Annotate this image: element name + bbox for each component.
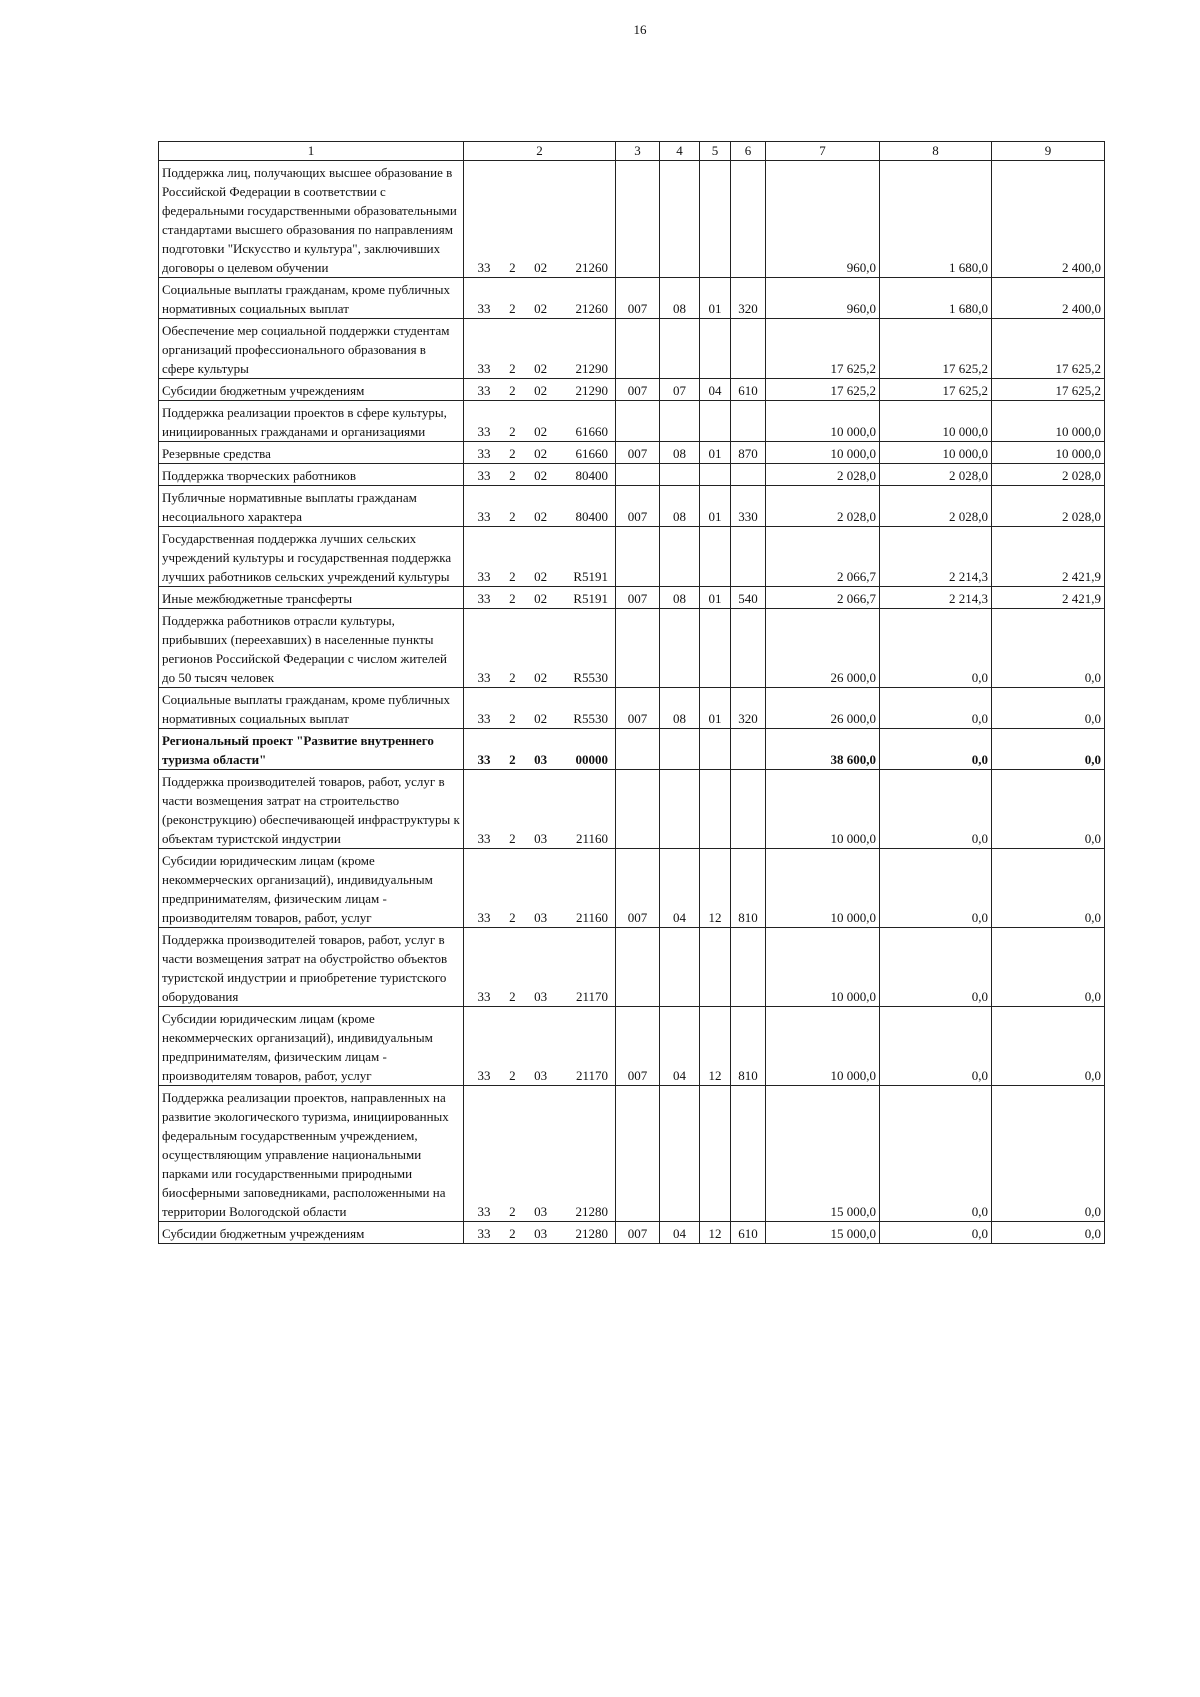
code-part-c4: 21170	[575, 1068, 608, 1083]
row-col-4	[660, 928, 700, 1007]
row-amount-9: 17 625,2	[992, 319, 1105, 379]
row-col-3: 007	[616, 442, 660, 464]
code-part-c2: 2	[509, 752, 516, 767]
code-part-c1: 33	[477, 1226, 491, 1241]
code-part-c3: 02	[534, 424, 548, 439]
row-target-code	[464, 1222, 616, 1244]
code-part-c4: 21260	[575, 301, 608, 316]
row-col-4	[660, 401, 700, 442]
code-part-c2: 2	[509, 831, 516, 846]
row-col-4	[660, 770, 700, 849]
row-col-3: 007	[616, 688, 660, 729]
row-col-4: 07	[660, 379, 700, 401]
row-col-4	[660, 527, 700, 587]
row-amount-9: 0,0	[992, 609, 1105, 688]
row-target-code	[464, 486, 616, 527]
row-col-4: 08	[660, 486, 700, 527]
row-col-6: 330	[731, 486, 766, 527]
row-amount-9: 2 028,0	[992, 464, 1105, 486]
table-row	[159, 442, 1105, 464]
row-name: Социальные выплаты гражданам, кроме публичных нормативных социальных выплат	[159, 688, 464, 729]
code-part-c3: 02	[534, 569, 548, 584]
table-row	[159, 1007, 1105, 1086]
row-col-3	[616, 319, 660, 379]
row-amount-8: 0,0	[880, 1007, 992, 1086]
row-amount-8: 1 680,0	[880, 278, 992, 319]
row-amount-9: 17 625,2	[992, 379, 1105, 401]
row-name: Субсидии бюджетным учреждениям	[159, 1222, 464, 1244]
row-name: Поддержка реализации проектов, направленных на развитие экологического туризма, инициированных федеральным государственным учреждением, осуществляющим управление национальными парками или государственными природными биосферными заповедниками, расположенными на территории Вологодской области	[159, 1086, 464, 1222]
row-col-4: 08	[660, 688, 700, 729]
table-row	[159, 319, 1105, 379]
code-part-c3: 03	[534, 910, 548, 925]
row-amount-7: 960,0	[766, 278, 880, 319]
header-cell-3: 3	[616, 142, 660, 161]
row-name: Поддержка лиц, получающих высшее образование в Российской Федерации в соответствии с федеральными государственными образовательными стандартами высшего образования по направлениям подготовки "Искусство и культура", заключивших договоры о целевом обучении	[159, 161, 464, 278]
code-part-c3: 02	[534, 361, 548, 376]
row-col-5	[700, 464, 731, 486]
code-part-c2: 2	[509, 1226, 516, 1241]
table-row	[159, 161, 1105, 278]
row-col-5	[700, 401, 731, 442]
row-col-6	[731, 609, 766, 688]
code-part-c4: 21280	[575, 1226, 608, 1241]
row-target-code	[464, 442, 616, 464]
row-target-code	[464, 770, 616, 849]
row-name: Государственная поддержка лучших сельских учреждений культуры и государственная поддержка лучших работников сельских учреждений культуры	[159, 527, 464, 587]
row-amount-9: 10 000,0	[992, 401, 1105, 442]
code-part-c2: 2	[509, 509, 516, 524]
code-part-c4: 21160	[575, 910, 608, 925]
code-part-c1: 33	[477, 361, 491, 376]
row-col-6	[731, 161, 766, 278]
row-col-6	[731, 770, 766, 849]
code-part-c3: 03	[534, 1068, 548, 1083]
code-part-c3: 02	[534, 670, 548, 685]
row-target-code	[464, 401, 616, 442]
row-name: Поддержка работников отрасли культуры, прибывших (переехавших) в населенные пункты регионов Российской Федерации с числом жителей до 50 тысяч человек	[159, 609, 464, 688]
row-col-5: 01	[700, 688, 731, 729]
code-part-c1: 33	[477, 301, 491, 316]
row-amount-7: 26 000,0	[766, 688, 880, 729]
code-part-c1: 33	[477, 910, 491, 925]
row-amount-7: 10 000,0	[766, 928, 880, 1007]
target-code-parts	[467, 1224, 612, 1243]
code-part-c4: 21260	[575, 260, 608, 275]
code-part-c4: 21160	[575, 831, 608, 846]
row-amount-9: 0,0	[992, 729, 1105, 770]
row-amount-7: 10 000,0	[766, 770, 880, 849]
row-amount-8: 2 214,3	[880, 587, 992, 609]
row-target-code	[464, 161, 616, 278]
row-col-3: 007	[616, 587, 660, 609]
code-part-c2: 2	[509, 569, 516, 584]
row-amount-7: 2 066,7	[766, 587, 880, 609]
table-row	[159, 928, 1105, 1007]
row-name: Социальные выплаты гражданам, кроме публичных нормативных социальных выплат	[159, 278, 464, 319]
code-part-c2: 2	[509, 446, 516, 461]
row-amount-7: 15 000,0	[766, 1222, 880, 1244]
row-col-6: 610	[731, 1222, 766, 1244]
row-col-3	[616, 729, 660, 770]
row-amount-8: 0,0	[880, 928, 992, 1007]
table-row	[159, 688, 1105, 729]
code-part-c3: 02	[534, 711, 548, 726]
header-cell-5: 5	[700, 142, 731, 161]
row-target-code	[464, 609, 616, 688]
row-col-4	[660, 729, 700, 770]
code-part-c4: 21290	[575, 383, 608, 398]
code-part-c4: 21280	[575, 1204, 608, 1219]
row-col-5	[700, 770, 731, 849]
row-amount-9: 0,0	[992, 928, 1105, 1007]
code-part-c2: 2	[509, 424, 516, 439]
row-col-5	[700, 319, 731, 379]
target-code-parts	[467, 589, 612, 608]
table-body	[159, 161, 1105, 1244]
table-row	[159, 278, 1105, 319]
row-col-6	[731, 527, 766, 587]
target-code-parts	[467, 258, 612, 277]
row-col-6: 810	[731, 1007, 766, 1086]
row-col-4: 08	[660, 278, 700, 319]
code-part-c1: 33	[477, 989, 491, 1004]
row-col-5	[700, 609, 731, 688]
table-row	[159, 379, 1105, 401]
code-part-c4: R5191	[573, 591, 608, 606]
header-cell-8: 8	[880, 142, 992, 161]
row-amount-8: 2 214,3	[880, 527, 992, 587]
row-target-code	[464, 1086, 616, 1222]
row-col-6: 320	[731, 688, 766, 729]
code-part-c2: 2	[509, 1068, 516, 1083]
row-amount-8: 0,0	[880, 1222, 992, 1244]
table-row	[159, 1086, 1105, 1222]
code-part-c1: 33	[477, 831, 491, 846]
code-part-c4: 80400	[575, 468, 608, 483]
table-row	[159, 401, 1105, 442]
row-col-4: 04	[660, 1007, 700, 1086]
row-col-5: 01	[700, 486, 731, 527]
row-col-3	[616, 928, 660, 1007]
code-part-c1: 33	[477, 509, 491, 524]
header-cell-7: 7	[766, 142, 880, 161]
row-amount-7: 38 600,0	[766, 729, 880, 770]
row-col-3: 007	[616, 849, 660, 928]
row-col-6: 810	[731, 849, 766, 928]
row-target-code	[464, 849, 616, 928]
code-part-c1: 33	[477, 569, 491, 584]
target-code-parts	[467, 1202, 612, 1221]
target-code-parts	[467, 359, 612, 378]
row-col-4	[660, 609, 700, 688]
row-col-4	[660, 319, 700, 379]
row-amount-8: 2 028,0	[880, 464, 992, 486]
row-amount-8: 10 000,0	[880, 442, 992, 464]
row-amount-9: 0,0	[992, 849, 1105, 928]
row-col-5	[700, 527, 731, 587]
code-part-c4: R5191	[573, 569, 608, 584]
code-part-c1: 33	[477, 670, 491, 685]
row-col-4	[660, 161, 700, 278]
code-part-c2: 2	[509, 383, 516, 398]
row-col-6	[731, 464, 766, 486]
row-amount-7: 26 000,0	[766, 609, 880, 688]
row-amount-8: 17 625,2	[880, 379, 992, 401]
row-name: Региональный проект "Развитие внутреннего туризма области"	[159, 729, 464, 770]
row-target-code	[464, 464, 616, 486]
code-part-c3: 02	[534, 446, 548, 461]
row-target-code	[464, 729, 616, 770]
row-amount-8: 0,0	[880, 609, 992, 688]
row-target-code	[464, 1007, 616, 1086]
row-col-4: 04	[660, 849, 700, 928]
row-col-5	[700, 729, 731, 770]
header-cell-6: 6	[731, 142, 766, 161]
row-amount-7: 17 625,2	[766, 319, 880, 379]
row-amount-7: 17 625,2	[766, 379, 880, 401]
code-part-c3: 03	[534, 752, 548, 767]
table-row	[159, 609, 1105, 688]
row-amount-9: 2 400,0	[992, 278, 1105, 319]
table-row	[159, 770, 1105, 849]
row-name: Публичные нормативные выплаты гражданам несоциального характера	[159, 486, 464, 527]
row-name: Поддержка творческих работников	[159, 464, 464, 486]
table-row	[159, 464, 1105, 486]
row-col-6	[731, 1086, 766, 1222]
header-cell-4: 4	[660, 142, 700, 161]
row-target-code	[464, 278, 616, 319]
row-amount-8: 0,0	[880, 688, 992, 729]
code-part-c4: 00000	[575, 752, 608, 767]
row-col-5	[700, 1086, 731, 1222]
row-amount-7: 2 028,0	[766, 486, 880, 527]
row-amount-7: 10 000,0	[766, 1007, 880, 1086]
target-code-parts	[467, 908, 612, 927]
row-col-3: 007	[616, 486, 660, 527]
row-amount-9: 0,0	[992, 770, 1105, 849]
code-part-c1: 33	[477, 260, 491, 275]
row-col-3	[616, 1086, 660, 1222]
row-col-3	[616, 609, 660, 688]
row-col-6: 870	[731, 442, 766, 464]
row-amount-9: 0,0	[992, 688, 1105, 729]
code-part-c3: 03	[534, 831, 548, 846]
row-col-3: 007	[616, 1222, 660, 1244]
code-part-c3: 02	[534, 383, 548, 398]
code-part-c2: 2	[509, 1204, 516, 1219]
row-col-6	[731, 729, 766, 770]
target-code-parts	[467, 668, 612, 687]
target-code-parts	[467, 466, 612, 485]
code-part-c1: 33	[477, 1204, 491, 1219]
code-part-c1: 33	[477, 1068, 491, 1083]
row-name: Поддержка производителей товаров, работ, услуг в части возмещения затрат на обустройство объектов туристской индустрии и приобретение туристского оборудования	[159, 928, 464, 1007]
target-code-parts	[467, 709, 612, 728]
code-part-c1: 33	[477, 591, 491, 606]
row-target-code	[464, 587, 616, 609]
code-part-c3: 02	[534, 468, 548, 483]
code-part-c4: R5530	[573, 670, 608, 685]
code-part-c3: 02	[534, 591, 548, 606]
row-amount-8: 10 000,0	[880, 401, 992, 442]
header-cell-1: 1	[159, 142, 464, 161]
code-part-c3: 03	[534, 1226, 548, 1241]
target-code-parts	[467, 422, 612, 441]
row-amount-8: 0,0	[880, 849, 992, 928]
header-cell-9: 9	[992, 142, 1105, 161]
row-amount-7: 10 000,0	[766, 849, 880, 928]
row-amount-9: 2 028,0	[992, 486, 1105, 527]
table-row	[159, 486, 1105, 527]
row-amount-8: 0,0	[880, 770, 992, 849]
target-code-parts	[467, 299, 612, 318]
row-name: Иные межбюджетные трансферты	[159, 587, 464, 609]
row-target-code	[464, 527, 616, 587]
target-code-parts	[467, 567, 612, 586]
code-part-c3: 03	[534, 989, 548, 1004]
target-code-parts	[467, 750, 612, 769]
row-name: Поддержка производителей товаров, работ, услуг в части возмещения затрат на строительство (реконструкцию) обеспечивающей инфраструктуры к объектам туристской индустрии	[159, 770, 464, 849]
table-row	[159, 587, 1105, 609]
row-name: Субсидии юридическим лицам (кроме некоммерческих организаций), индивидуальным предпринимателям, физическим лицам - производителям товаров, работ, услуг	[159, 1007, 464, 1086]
row-target-code	[464, 928, 616, 1007]
row-amount-9: 2 421,9	[992, 587, 1105, 609]
row-col-3	[616, 161, 660, 278]
row-col-4	[660, 464, 700, 486]
code-part-c2: 2	[509, 910, 516, 925]
code-part-c3: 02	[534, 260, 548, 275]
code-part-c2: 2	[509, 711, 516, 726]
row-amount-9: 2 400,0	[992, 161, 1105, 278]
code-part-c1: 33	[477, 383, 491, 398]
code-part-c1: 33	[477, 711, 491, 726]
row-col-6: 610	[731, 379, 766, 401]
code-part-c2: 2	[509, 468, 516, 483]
row-col-3	[616, 527, 660, 587]
row-target-code	[464, 688, 616, 729]
row-amount-8: 0,0	[880, 729, 992, 770]
target-code-parts	[467, 381, 612, 400]
row-amount-7: 10 000,0	[766, 442, 880, 464]
code-part-c4: 21170	[575, 989, 608, 1004]
code-part-c3: 03	[534, 1204, 548, 1219]
row-amount-8: 17 625,2	[880, 319, 992, 379]
target-code-parts	[467, 829, 612, 848]
row-amount-9: 10 000,0	[992, 442, 1105, 464]
code-part-c4: R5530	[573, 711, 608, 726]
row-amount-9: 0,0	[992, 1222, 1105, 1244]
row-amount-9: 2 421,9	[992, 527, 1105, 587]
code-part-c2: 2	[509, 361, 516, 376]
row-amount-8: 2 028,0	[880, 486, 992, 527]
row-col-5	[700, 161, 731, 278]
code-part-c2: 2	[509, 591, 516, 606]
row-target-code	[464, 319, 616, 379]
code-part-c2: 2	[509, 989, 516, 1004]
code-part-c2: 2	[509, 670, 516, 685]
code-part-c3: 02	[534, 301, 548, 316]
row-col-5: 01	[700, 587, 731, 609]
row-col-4: 08	[660, 587, 700, 609]
row-col-5: 12	[700, 1007, 731, 1086]
code-part-c4: 61660	[575, 424, 608, 439]
target-code-parts	[467, 987, 612, 1006]
code-part-c4: 61660	[575, 446, 608, 461]
page-number: 16	[633, 22, 647, 37]
code-part-c1: 33	[477, 752, 491, 767]
code-part-c3: 02	[534, 509, 548, 524]
header-cell-2: 2	[464, 142, 616, 161]
row-name: Субсидии бюджетным учреждениям	[159, 379, 464, 401]
row-name: Резервные средства	[159, 442, 464, 464]
row-col-5: 12	[700, 1222, 731, 1244]
row-col-5: 12	[700, 849, 731, 928]
row-col-6	[731, 319, 766, 379]
row-col-3	[616, 464, 660, 486]
budget-table	[158, 141, 1105, 1244]
row-name: Обеспечение мер социальной поддержки студентам организаций профессионального образования в сфере культуры	[159, 319, 464, 379]
row-col-5: 01	[700, 278, 731, 319]
header-row	[159, 142, 1105, 161]
row-col-5	[700, 928, 731, 1007]
row-col-4: 04	[660, 1222, 700, 1244]
row-col-5: 01	[700, 442, 731, 464]
row-col-3: 007	[616, 1007, 660, 1086]
row-amount-8: 0,0	[880, 1086, 992, 1222]
table-row	[159, 527, 1105, 587]
target-code-parts	[467, 444, 612, 463]
row-col-3: 007	[616, 379, 660, 401]
code-part-c1: 33	[477, 446, 491, 461]
row-col-3: 007	[616, 278, 660, 319]
row-amount-9: 0,0	[992, 1086, 1105, 1222]
code-part-c1: 33	[477, 468, 491, 483]
target-code-parts	[467, 1066, 612, 1085]
row-col-6	[731, 928, 766, 1007]
row-name: Субсидии юридическим лицам (кроме некоммерческих организаций), индивидуальным предпринимателям, физическим лицам - производителям товаров, работ, услуг	[159, 849, 464, 928]
code-part-c2: 2	[509, 260, 516, 275]
row-col-6	[731, 401, 766, 442]
row-amount-8: 1 680,0	[880, 161, 992, 278]
code-part-c4: 21290	[575, 361, 608, 376]
row-col-6: 320	[731, 278, 766, 319]
table-row	[159, 849, 1105, 928]
code-part-c2: 2	[509, 301, 516, 316]
row-col-3	[616, 401, 660, 442]
code-part-c1: 33	[477, 424, 491, 439]
code-part-c4: 80400	[575, 509, 608, 524]
table-row	[159, 1222, 1105, 1244]
row-amount-7: 960,0	[766, 161, 880, 278]
row-name: Поддержка реализации проектов в сфере культуры, инициированных гражданами и организациями	[159, 401, 464, 442]
row-col-4	[660, 1086, 700, 1222]
target-code-parts	[467, 507, 612, 526]
row-target-code	[464, 379, 616, 401]
row-col-5: 04	[700, 379, 731, 401]
row-amount-9: 0,0	[992, 1007, 1105, 1086]
row-amount-7: 2 066,7	[766, 527, 880, 587]
row-amount-7: 15 000,0	[766, 1086, 880, 1222]
row-col-4: 08	[660, 442, 700, 464]
row-amount-7: 2 028,0	[766, 464, 880, 486]
row-amount-7: 10 000,0	[766, 401, 880, 442]
table-row	[159, 729, 1105, 770]
row-col-6: 540	[731, 587, 766, 609]
row-col-3	[616, 770, 660, 849]
